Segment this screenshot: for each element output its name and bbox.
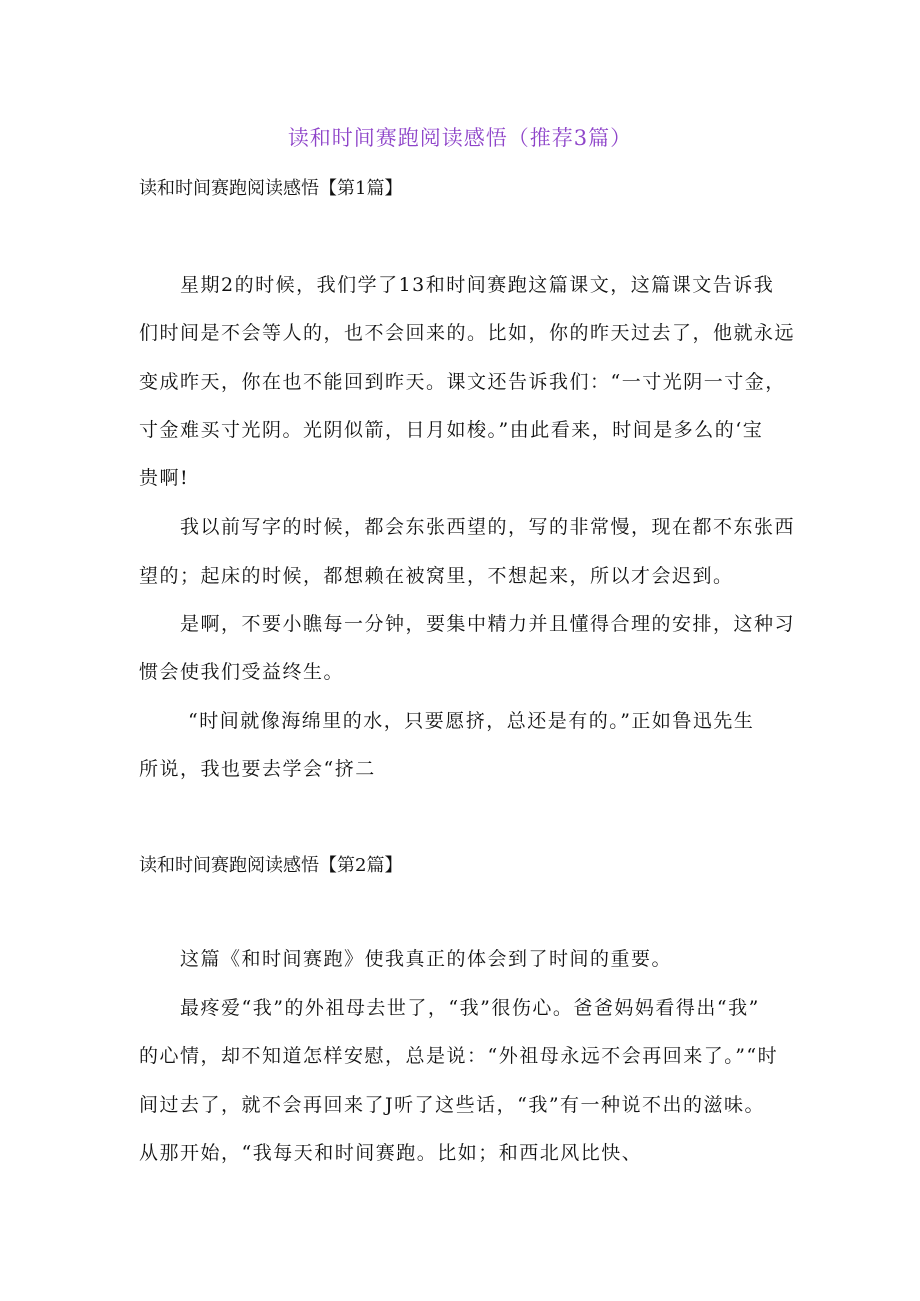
paragraph-line: 从那开始，“我每天和时间赛跑。比如；和西北风比快、 <box>139 1142 643 1164</box>
paragraph-line: 的心情，却不知道怎样安慰，总是说：“外祖母永远不会再回来了。”“时 <box>139 1045 779 1067</box>
paragraph-line: 们时间是不会等人的，也不会回来的。比如，你的昨天过去了，他就永远 <box>139 322 796 344</box>
paragraph-line: 星期2的时候，我们学了13和时间赛跑这篇课文，这篇课文告诉我 <box>180 274 775 296</box>
paragraph-line: 寸金难买寸光阴。光阴似箭，日月如梭。”由此看来，时间是多么的‘宝 <box>139 419 764 441</box>
paragraph-line: 惯会使我们受益终生。 <box>139 661 345 683</box>
section-heading-1: 读和时间赛跑阅读感悟【第1篇】 <box>139 178 403 199</box>
paragraph-line: 望的；起床的时候，都想赖在被窝里，不想起来，所以才会迟到。 <box>139 565 734 587</box>
paragraph-line: 是啊，不要小瞧每一分钟，要集中精力并且懂得合理的安排，这种习 <box>180 613 796 635</box>
paragraph-line: 所说，我也要去学会“挤二 <box>139 758 376 780</box>
paragraph-line: 间过去了，就不会再回来了J听了这些话，“我”有一种说不出的滋味。 <box>139 1094 766 1116</box>
section-heading-2: 读和时间赛跑阅读感悟【第2篇】 <box>139 855 403 876</box>
paragraph-line: 我以前写字的时候，都会东张西望的，写的非常慢，现在都不东张西 <box>180 516 796 538</box>
paragraph-line: 贵啊! <box>139 467 190 489</box>
paragraph-line: 这篇《和时间赛跑》使我真正的体会到了时间的重要。 <box>180 948 673 970</box>
paragraph-line: “时间就像海绵里的水，只要愿挤，总还是有的。”正如鲁迅先生 <box>188 710 755 732</box>
paragraph-line: 变成昨天，你在也不能回到昨天。课文还告诉我们：“一寸光阴一寸金， <box>139 371 786 393</box>
paragraph-line: 最疼爱“我”的外祖母去世了，“我”很伤心。爸爸妈妈看得出“我” <box>180 997 760 1019</box>
page-title: 读和时间赛跑阅读感悟（推荐3篇） <box>287 126 633 150</box>
